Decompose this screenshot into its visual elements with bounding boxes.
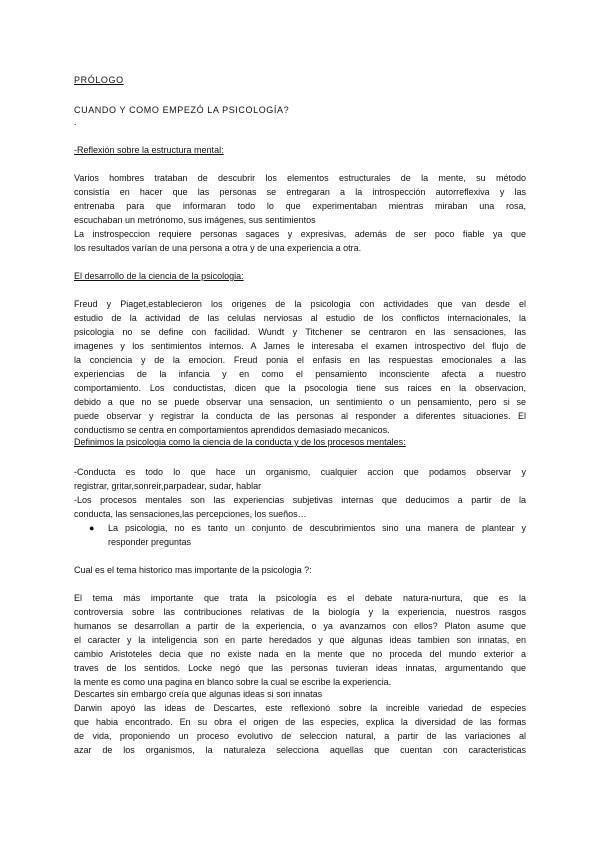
paragraph-line: puede observar y registrar la conducta de las personas al responder a diferentes situaciones. El bbox=[74, 411, 526, 421]
paragraph-line: comportamiento. Los conductistas, dicen que la psocologia tiene sus raices en la observacion, bbox=[74, 383, 526, 393]
document-subtitle: CUANDO Y COMO EMPEZÓ LA PSICOLOGÍA? bbox=[74, 105, 290, 115]
definition-line: -Conducta es todo lo que hace un organismo, cualquier accion que podamos observar y bbox=[74, 467, 526, 477]
definition-line: -Los procesos mentales son las experiencias subjetivas internas que deducimos a partir de la bbox=[74, 495, 526, 505]
paragraph-line: Freud y Piaget,establecieron los origenes de la psicologia con actividades que van desde el bbox=[74, 299, 526, 309]
paragraph-line: de vida, proponiendo un proceso evolutivo de seleccion natural, a partir de las variaciones al bbox=[74, 731, 526, 741]
definition-line: conducta, las sensaciones,las percepciones, los sueños… bbox=[74, 509, 307, 519]
paragraph-line: consistía en hacer que las personas se entregaran a la introspección autorreflexiva y las bbox=[74, 187, 526, 197]
section-title: -Reflexión sobre la estructura mental: bbox=[74, 145, 224, 155]
paragraph-line: cambio Aristoteles decia que no existe nada en la mente que no proceda del mundo exterior a bbox=[74, 649, 526, 659]
definition-title: Definimos la psicologia como la ciencia de la conducta y de los procesos mentales: bbox=[74, 437, 406, 447]
paragraph-line: debido a que no se puede observar una sensacion, un sentimiento o un pensamiento, pero si se bbox=[74, 397, 526, 407]
paragraph-line: entrenaba para que informaran todo lo que experimentaban mientras miraban una rosa, bbox=[74, 201, 526, 211]
paragraph-line: El tema más importante que trata la psicología es el debate natura-nurtura, que es la bbox=[74, 593, 526, 603]
paragraph-line: la mente es como una pagina en blanco sobre la cual se escribe la experiencia. bbox=[74, 677, 392, 687]
definition-line: registrar, gritar,sonreir,parpadear, sudar, hablar bbox=[74, 481, 262, 491]
paragraph-line: humanos se desarrollan a partir de la experiencia, o ya avanzamos con ellos? Platon asume que bbox=[74, 621, 526, 631]
paragraph-line: La instrospeccion requiere personas sagaces y expresivas, además de ser poco fiable ya que bbox=[74, 229, 526, 239]
page-heading: PRÓLOGO bbox=[74, 75, 124, 85]
paragraph-line: traves de los sentidos. Locke negó que las personas tuvieran ideas innatas, argumentando que bbox=[74, 663, 526, 673]
paragraph-line: azar de los organismos, la naturaleza selecciona aquellas que cuentan con caracteristicas bbox=[74, 745, 526, 755]
section-question: Cual es el tema historico mas importante de la psicologia ?: bbox=[74, 565, 312, 575]
paragraph-line: Varios hombres trataban de descubrir los elementos estructurales de la mente, su método bbox=[74, 173, 526, 183]
paragraph-line: los resultados varían de una persona a otra y de una experiencia a otra. bbox=[74, 243, 362, 253]
bullet-marker: ● bbox=[89, 523, 95, 533]
paragraph-line: que habia encontrado. En su obra el origen de las especies, explica la diversidad de las formas bbox=[74, 717, 526, 727]
section-title: El desarrollo de la ciencia de la psicologia: bbox=[74, 271, 244, 281]
paragraph-line: imagenes y los sentimientos internos. A James le interesaba el examen introspectivo del flujo de bbox=[74, 341, 526, 351]
bullet-line: La psicologia, no es tanto un conjunto de descubrimientos sino una manera de plantear y bbox=[108, 523, 526, 533]
paragraph-line: la conciencia y de la emocion. Freud ponia el enfasis en las respuestas emocionales a las bbox=[74, 355, 526, 365]
paragraph-line: el caracter y la inteligencia son en parte heredados y que algunas ideas tambien son innatas, en bbox=[74, 635, 526, 645]
paragraph-line: estudio de la actividad de las celulas nerviosas al estudio de los conflictos internacionales, la bbox=[74, 313, 526, 323]
bullet-line: responder preguntas bbox=[108, 537, 192, 547]
stray-dot: . bbox=[74, 117, 77, 127]
paragraph-line: escuchaban un metrónomo, sus imágenes, sus sentimientos bbox=[74, 215, 316, 225]
paragraph-line: conductismo se centra en comportamientos aprendidos demasiado mecanicos. bbox=[74, 425, 390, 435]
paragraph-line: psicologia no se define con facilidad. Wundt y Titchener se centraron en las sensaciones, las bbox=[74, 327, 526, 337]
paragraph-line: experiencias de la infancia y en como el pensamiento inconsciente afecta a nuestro bbox=[74, 369, 526, 379]
paragraph-line: Darwin apoyó las ideas de Descartes, este reflexionó sobre la increible variedad de especies bbox=[74, 703, 526, 713]
paragraph-line: Descartes sin embargo creía que algunas ideas si son innatas bbox=[74, 689, 323, 699]
paragraph-line: controversia sobre las contribuciones relativas de la biología y la experiencia, nuestros rasgos bbox=[74, 607, 526, 617]
